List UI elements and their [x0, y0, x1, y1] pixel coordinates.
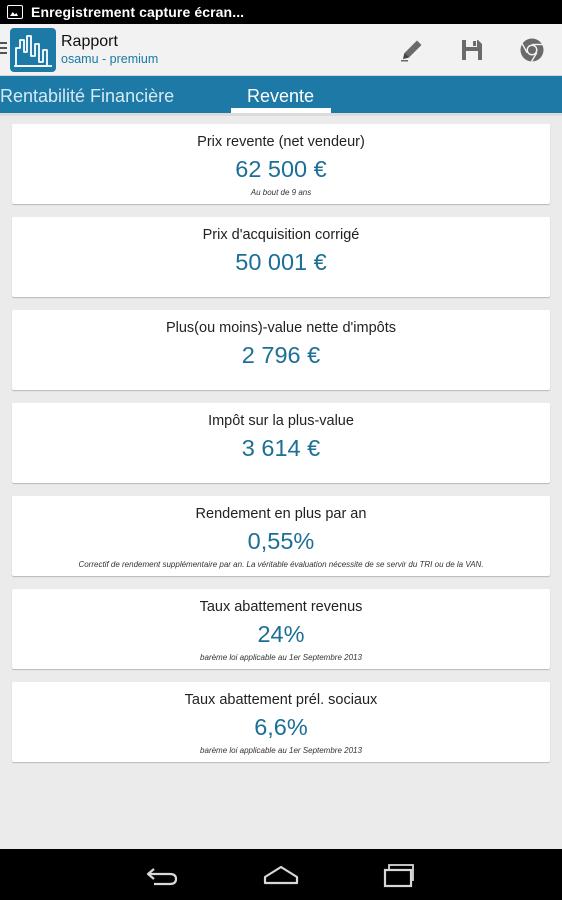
- card-value: 6,6%: [254, 714, 308, 740]
- card-prix-acquisition: [12, 217, 550, 297]
- save-floppy-icon[interactable]: [458, 36, 486, 64]
- page-subtitle: osamu - premium: [61, 52, 159, 66]
- page-title: Rapport: [61, 33, 118, 50]
- card-label: Taux abattement revenus: [199, 599, 363, 615]
- recent-apps-icon[interactable]: [380, 861, 420, 889]
- system-nav-bar: [0, 849, 562, 900]
- card-value: 62 500 €: [235, 156, 327, 182]
- card-note: barème loi applicable au 1er Septembre 2013: [200, 746, 362, 755]
- edit-pencil-icon[interactable]: [398, 36, 426, 64]
- card-value: 2 796 €: [241, 342, 321, 368]
- card-label: Plus(ou moins)-value nette d'impôts: [165, 320, 397, 336]
- card-value: 50 001 €: [235, 249, 327, 275]
- card-label: Impôt sur la plus-value: [208, 413, 354, 429]
- card-prix-revente: [12, 124, 550, 204]
- back-icon[interactable]: [142, 861, 182, 889]
- card-note: barème loi applicable au 1er Septembre 2013: [200, 653, 362, 662]
- tab-rentabilite-financiere[interactable]: Rentabilité Financière: [0, 86, 175, 106]
- image-icon: [7, 5, 23, 19]
- card-value: 3 614 €: [241, 435, 321, 461]
- card-label: Prix revente (net vendeur): [197, 134, 365, 150]
- drawer-indicator-icon[interactable]: [0, 42, 7, 56]
- chrome-browser-icon[interactable]: [518, 36, 546, 64]
- card-plus-value-nette: [12, 310, 550, 390]
- card-label: Prix d'acquisition corrigé: [202, 227, 360, 243]
- tab-revente[interactable]: Revente: [247, 86, 315, 106]
- tab-divider: [0, 113, 562, 116]
- notification-text: Enregistrement capture écran...: [31, 4, 245, 20]
- app-logo[interactable]: [10, 28, 56, 72]
- action-bar: [0, 24, 562, 76]
- card-value: 24%: [257, 621, 305, 647]
- report-card-list: [12, 124, 550, 775]
- title-block: [61, 33, 158, 67]
- card-rendement: [12, 496, 550, 576]
- card-label: Rendement en plus par an: [195, 506, 367, 522]
- card-taux-abattement-revenus: [12, 589, 550, 669]
- card-label: Taux abattement prél. sociaux: [184, 692, 378, 708]
- card-taux-abattement-sociaux: [12, 682, 550, 762]
- home-icon[interactable]: [261, 861, 301, 889]
- status-bar: [0, 0, 562, 24]
- card-impot-plus-value: [12, 403, 550, 483]
- card-note: Correctif de rendement supplémentaire par an. La véritable évaluation nécessite de se servir du TRI ou de la VAN.: [78, 560, 484, 569]
- card-value: 0,55%: [247, 528, 315, 554]
- card-note: Au bout de 9 ans: [250, 188, 312, 197]
